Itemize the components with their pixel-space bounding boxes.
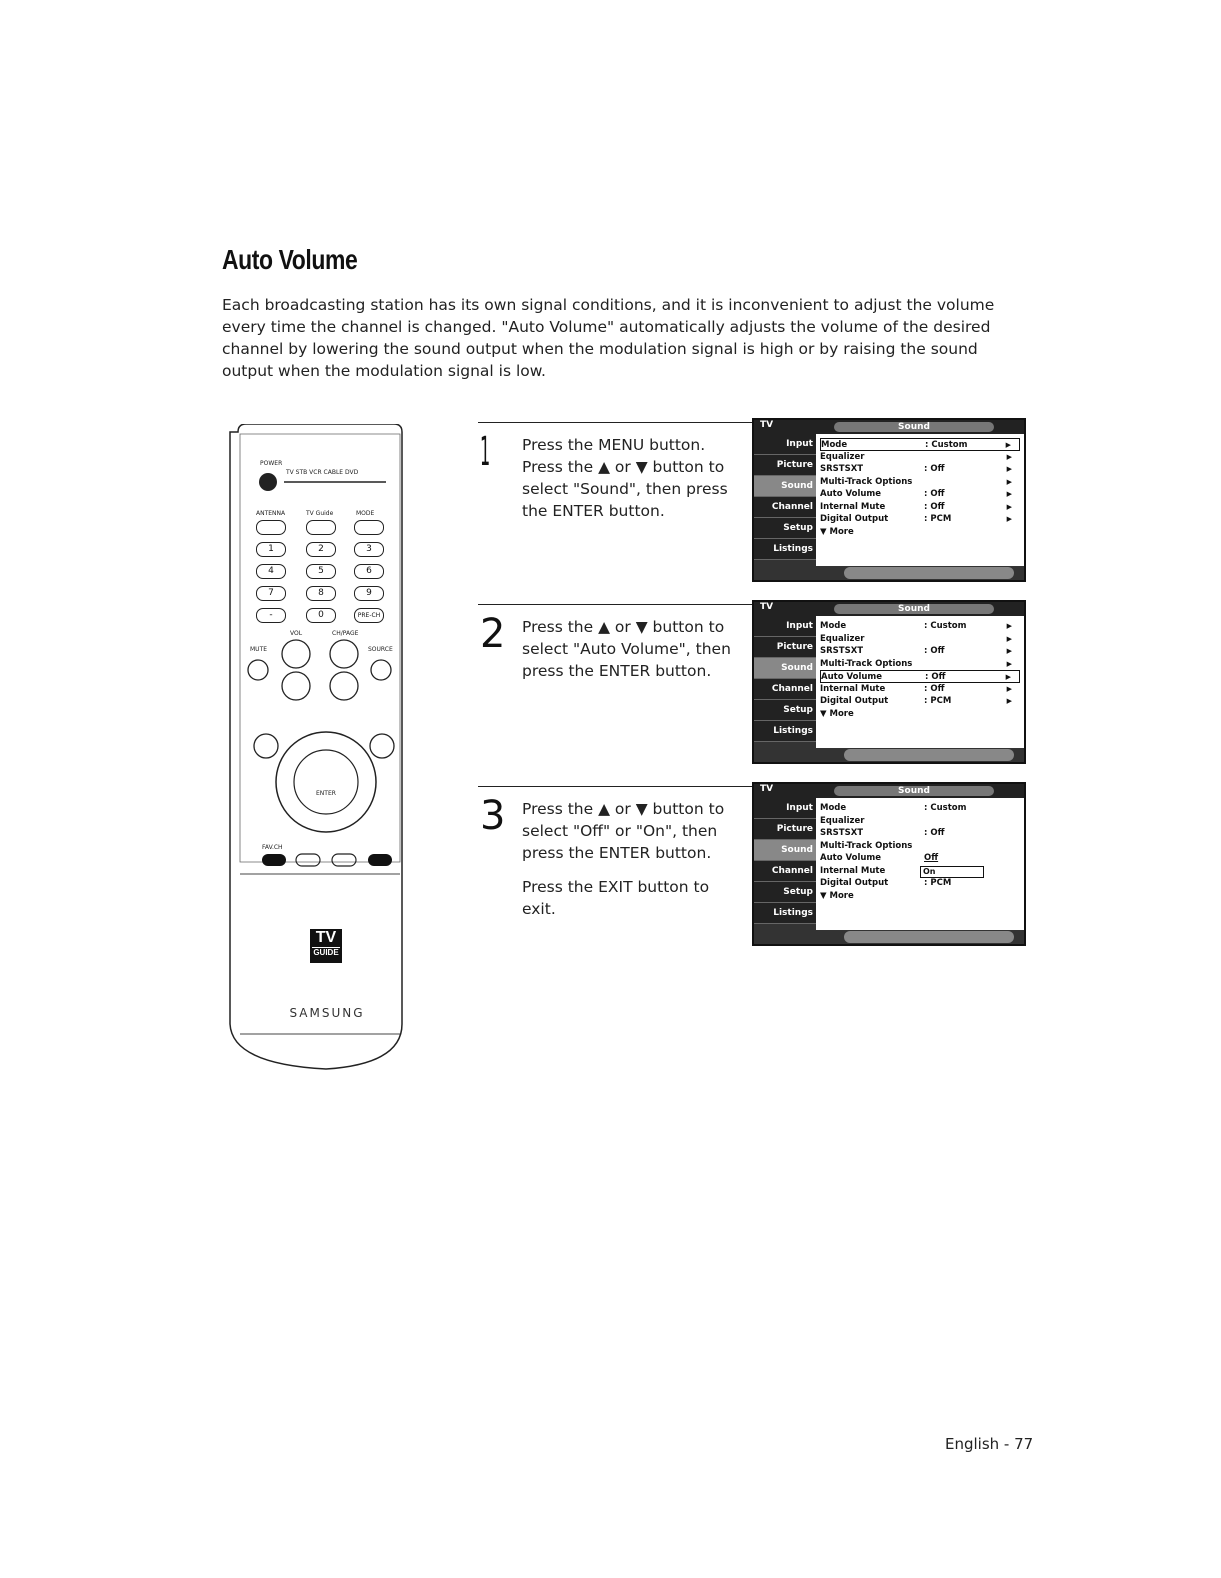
- osd-row-value: : Custom: [925, 440, 968, 450]
- osd-row-internalmute: [820, 865, 1020, 878]
- osd-row-mode: [820, 802, 1020, 815]
- osd-menu: [820, 620, 1020, 720]
- page-title: Auto Volume: [222, 244, 358, 275]
- osd-header: Sound: [834, 422, 994, 432]
- osd-side-listings: Listings: [754, 539, 816, 560]
- osd-row-multitrack: [820, 840, 1020, 853]
- osd-row-label: SRSTSXT: [820, 464, 864, 474]
- page-footer: English - 77: [945, 1435, 1034, 1453]
- osd-side-picture: Picture: [754, 819, 816, 840]
- osd-row-value: : Off: [924, 828, 945, 838]
- key-2[interactable]: 2: [306, 542, 336, 557]
- enter-label: ENTER: [316, 790, 336, 797]
- source-modes-label: TV STB VCR CABLE DVD: [286, 469, 359, 476]
- osd-header: Sound: [834, 786, 994, 796]
- osd-side-sound: Sound: [754, 658, 816, 679]
- arrow-right-icon: ▶: [1006, 659, 1012, 668]
- osd-row-label: Internal Mute: [820, 683, 886, 694]
- osd-sidebar: [754, 798, 816, 930]
- step-instruction: Press the MENU button. Press the ▲ or ▼ button to select "Sound", then press the ENTER button.: [522, 436, 728, 520]
- osd-side-picture: Picture: [754, 637, 816, 658]
- osd-bottombar: [754, 566, 1024, 580]
- osd-row-equalizer: [820, 451, 1020, 464]
- tvguide-label: TV Guide: [306, 510, 334, 517]
- osd-side-setup: Setup: [754, 882, 816, 903]
- key-9[interactable]: 9: [354, 586, 384, 601]
- remote-brand: SAMSUNG: [289, 1006, 365, 1020]
- osd-side-channel: Channel: [754, 497, 816, 518]
- arrow-right-icon: ▶: [1006, 622, 1012, 630]
- osd-row-value: : PCM: [924, 514, 952, 524]
- power-label: POWER: [260, 460, 283, 467]
- osd-row-label: Equalizer: [820, 451, 865, 462]
- arrow-right-icon: ▶: [1006, 465, 1012, 473]
- osd-row-value: : Off: [924, 683, 945, 694]
- osd-row-label: Auto Volume: [820, 853, 882, 863]
- osd-row-label: ▼ More: [820, 890, 854, 901]
- step-text: [522, 798, 737, 920]
- osd-help-bar: [844, 749, 1014, 761]
- tvguide-logo: [310, 929, 342, 963]
- vol-label: VOL: [290, 630, 303, 637]
- osd-row-label: Multi-Track Options: [820, 476, 913, 487]
- intro-paragraph: Each broadcasting station has its own signal conditions, and it is inconvenient to adjust the volume every time the channel is changed. "Auto Volume" automatically adjusts the volume of the desired channel by lowering the sound output when the modulation signal is high or by raising the sound output when the modulation signal is low.: [222, 296, 995, 380]
- osd-row-equalizer: [820, 633, 1020, 646]
- osd-row-value: : Custom: [924, 621, 967, 631]
- tvguide-logo-tv: TV: [315, 929, 337, 946]
- osd-row-label: Multi-Track Options: [820, 658, 913, 669]
- antenna-label: ANTENNA: [256, 510, 286, 517]
- osd-row-srstsxt: [820, 463, 1020, 476]
- tvguide-logo-text: GUIDE: [313, 948, 339, 957]
- osd-row-label: Digital Output: [820, 878, 889, 888]
- step-instruction: Press the ▲ or ▼ button to select "Off" or "On", then press the ENTER button.: [522, 800, 725, 862]
- arrow-right-icon: ▶: [1006, 684, 1012, 693]
- key-7[interactable]: 7: [256, 586, 286, 601]
- osd-row-srstsxt: [820, 827, 1020, 840]
- osd-row-label: Digital Output: [820, 696, 889, 706]
- osd-bottombar: [754, 930, 1024, 944]
- tvguide-button[interactable]: [306, 520, 336, 535]
- arrow-right-icon: ▶: [1005, 441, 1011, 449]
- osd-tv-label: TV: [760, 784, 774, 794]
- remote-control: [226, 424, 426, 1074]
- step-text: [522, 434, 737, 522]
- arrow-right-icon: ▶: [1006, 490, 1012, 498]
- osd-side-listings: Listings: [754, 721, 816, 742]
- key-5[interactable]: 5: [306, 564, 336, 579]
- osd-sidebar: [754, 434, 816, 566]
- osd-row-multitrack: [820, 658, 1020, 671]
- osd-row-label: SRSTSXT: [820, 828, 864, 838]
- osd-side-channel: Channel: [754, 679, 816, 700]
- osd-row-label: Equalizer: [820, 633, 865, 644]
- osd-row-value: : Off: [924, 464, 945, 474]
- source-label: SOURCE: [368, 646, 393, 653]
- osd-menu: [820, 802, 1020, 902]
- osd-side-listings: Listings: [754, 903, 816, 924]
- mode-button[interactable]: [354, 520, 384, 535]
- osd-row-multitrack: [820, 476, 1020, 489]
- osd-row-value: : Off: [924, 501, 945, 512]
- step-3: [478, 786, 1023, 956]
- osd-side-input: Input: [754, 434, 816, 455]
- step-rule: [478, 604, 768, 605]
- osd-row-label: Internal Mute: [820, 501, 886, 512]
- osd-row-label: Digital Output: [820, 514, 889, 524]
- chpage-label: CH/PAGE: [332, 630, 359, 637]
- osd-screen-2: [752, 600, 1026, 764]
- osd-row-label: Internal Mute: [820, 865, 886, 876]
- arrow-right-icon: ▶: [1006, 647, 1012, 655]
- osd-row-label: Auto Volume: [821, 672, 883, 682]
- osd-help-bar: [844, 567, 1014, 579]
- osd-row-value: : Off: [924, 646, 945, 656]
- osd-row-more: [820, 890, 1020, 903]
- antenna-button[interactable]: [256, 520, 286, 535]
- osd-row-value: : PCM: [924, 878, 952, 888]
- osd-side-input: Input: [754, 616, 816, 637]
- osd-row-internalmute: [820, 683, 1020, 696]
- osd-row-label: Multi-Track Options: [820, 840, 913, 851]
- osd-topbar: [754, 602, 1024, 616]
- osd-row-equalizer: [820, 815, 1020, 828]
- osd-side-picture: Picture: [754, 455, 816, 476]
- osd-row-value: : PCM: [924, 696, 952, 706]
- osd-row-label: Mode: [821, 440, 848, 450]
- osd-row-autovolume: [820, 670, 1020, 683]
- arrow-right-icon: ▶: [1006, 697, 1012, 705]
- osd-side-sound: Sound: [754, 476, 816, 497]
- osd-row-value: : Custom: [924, 803, 967, 813]
- step-text: [522, 616, 737, 682]
- step-exit-note: Press the EXIT button to exit.: [522, 878, 710, 918]
- osd-row-label: ▼ More: [820, 526, 854, 537]
- key-3[interactable]: 3: [354, 542, 384, 557]
- osd-tv-label: TV: [760, 420, 774, 430]
- osd-row-digitaloutput: [820, 513, 1020, 526]
- arrow-right-icon: ▶: [1006, 502, 1012, 511]
- osd-option-off: Off: [924, 853, 939, 863]
- osd-row-more: [820, 526, 1020, 539]
- osd-topbar: [754, 784, 1024, 798]
- key-8[interactable]: 8: [306, 586, 336, 601]
- osd-side-setup: Setup: [754, 518, 816, 539]
- step-2: [478, 604, 1023, 764]
- key-4[interactable]: 4: [256, 564, 286, 579]
- mute-label: MUTE: [250, 646, 268, 653]
- arrow-right-icon: ▶: [1006, 634, 1012, 643]
- step-rule: [478, 786, 768, 787]
- mode-label: MODE: [356, 510, 375, 517]
- osd-help-bar: [844, 931, 1014, 943]
- osd-row-label: ▼ More: [820, 708, 854, 719]
- key-6[interactable]: 6: [354, 564, 384, 579]
- step-1: [478, 422, 1023, 582]
- step-number: 1: [480, 429, 491, 475]
- osd-row-internalmute: [820, 501, 1020, 514]
- osd-topbar: [754, 420, 1024, 434]
- osd-side-sound: Sound: [754, 840, 816, 861]
- osd-header: Sound: [834, 604, 994, 614]
- arrow-right-icon: ▶: [1006, 477, 1012, 486]
- osd-option-on: On: [920, 866, 984, 878]
- osd-row-label: Mode: [820, 803, 847, 813]
- key-1[interactable]: 1: [256, 542, 286, 557]
- osd-side-setup: Setup: [754, 700, 816, 721]
- osd-tv-label: TV: [760, 602, 774, 612]
- osd-row-value: : Off: [925, 672, 946, 682]
- key-prech[interactable]: PRE-CH: [354, 608, 384, 623]
- arrow-right-icon: ▶: [1005, 673, 1011, 681]
- osd-row-mode: [820, 620, 1020, 633]
- osd-row-label: Equalizer: [820, 815, 865, 826]
- osd-row-more: [820, 708, 1020, 721]
- osd-row-autovolume: [820, 852, 1020, 865]
- osd-screen-1: [752, 418, 1026, 582]
- osd-row-value: : Off: [924, 489, 945, 499]
- step-number: 2: [480, 611, 506, 657]
- step-number: 3: [480, 793, 506, 839]
- step-rule: [478, 422, 768, 423]
- osd-row-label: Auto Volume: [820, 489, 882, 499]
- osd-row-autovolume: [820, 488, 1020, 501]
- osd-row-label: SRSTSXT: [820, 646, 864, 656]
- osd-side-input: Input: [754, 798, 816, 819]
- osd-bottombar: [754, 748, 1024, 762]
- osd-side-channel: Channel: [754, 861, 816, 882]
- osd-menu: [820, 438, 1020, 538]
- arrow-right-icon: ▶: [1006, 515, 1012, 523]
- arrow-right-icon: ▶: [1006, 452, 1012, 461]
- osd-row-digitaloutput: [820, 877, 1020, 890]
- fav-label: FAV.CH: [262, 844, 283, 851]
- key-dash[interactable]: -: [256, 608, 286, 623]
- osd-sidebar: [754, 616, 816, 748]
- key-0[interactable]: 0: [306, 608, 336, 623]
- step-instruction: Press the ▲ or ▼ button to select "Auto Volume", then press the ENTER button.: [522, 618, 731, 680]
- osd-row-digitaloutput: [820, 695, 1020, 708]
- osd-row-srstsxt: [820, 645, 1020, 658]
- osd-screen-3: [752, 782, 1026, 946]
- osd-row-label: Mode: [820, 621, 847, 631]
- osd-row-mode: [820, 438, 1020, 451]
